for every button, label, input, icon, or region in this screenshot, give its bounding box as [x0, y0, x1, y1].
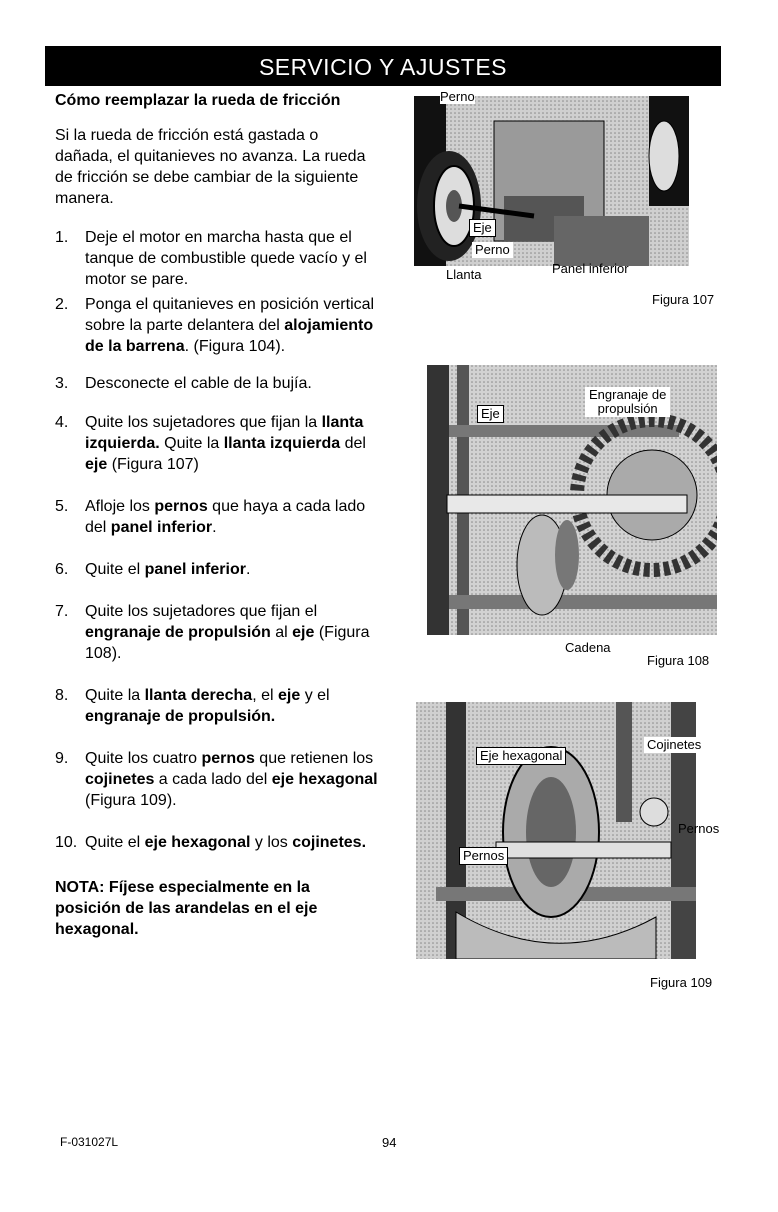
fig109-pernos-left-label: Pernos	[459, 847, 508, 865]
fig108-engranaje-label	[585, 387, 670, 417]
figure-107-illustration	[414, 96, 689, 266]
step-5: 5. Afloje los pernos que haya a cada lado del panel inferior.	[55, 498, 366, 536]
note: NOTA: Fíjese especialmente en la posición de las arandelas en el eje hexagonal.	[55, 879, 318, 938]
fig107-llanta-label: Llanta	[446, 267, 482, 282]
step-7: 7. Quite los sujetadores que fijan el engranaje de propulsión al eje (Figura 108).	[55, 603, 370, 662]
figure-109	[416, 702, 702, 959]
footer-code: F-031027L	[60, 1135, 119, 1149]
fig108-cadena-label: Cadena	[565, 640, 611, 655]
step-2: 2. Ponga el quitanieves en posición vertical sobre la parte delantera del alojamiento de la barrena. (Figura 104).	[55, 296, 375, 355]
fig109-cojinetes-label: Cojinetes	[644, 737, 704, 753]
fig107-perno-top-label: Perno	[440, 89, 475, 104]
fig109-caption: Figura 109	[650, 975, 713, 990]
figure-108	[427, 365, 717, 635]
fig109-eje-hex-label: Eje hexagonal	[476, 747, 566, 765]
instructions-column	[55, 90, 380, 940]
step-9: 9. Quite los cuatro pernos que retienen los cojinetes a cada lado del eje hexagonal (Figura 109).	[55, 750, 378, 809]
intro-paragraph: Si la rueda de fricción está gastada o dañada, el quitanieves no avanza. La rueda de fricción se debe cambiar de la siguiente manera.	[55, 127, 366, 207]
fig107-perno-bottom-label: Perno	[472, 242, 513, 258]
page-number: 94	[382, 1135, 397, 1150]
fig108-engranaje-line2: propulsión	[597, 401, 658, 416]
step-6: 6. Quite el panel inferior.	[55, 561, 251, 578]
fig108-eje-label: Eje	[477, 405, 504, 423]
section-banner: SERVICIO Y AJUSTES	[45, 46, 721, 86]
fig109-pernos-right-label: Pernos	[678, 821, 720, 836]
step-8: 8. Quite la llanta derecha, el eje y el engranaje de propulsión.	[55, 687, 330, 725]
figure-108-illustration	[427, 365, 717, 635]
step-1: 1. Deje el motor en marcha hasta que el tanque de combustible quede vacío y el motor se pare.	[55, 229, 367, 288]
fig108-caption: Figura 108	[647, 653, 710, 668]
fig107-caption: Figura 107	[652, 292, 715, 307]
fig107-eje-label: Eje	[469, 219, 496, 237]
figure-107	[414, 89, 689, 266]
section-heading: Cómo reemplazar la rueda de fricción	[55, 92, 341, 109]
fig107-panel-label: Panel inferior	[552, 261, 629, 276]
step-3: 3. Desconecte el cable de la bujía.	[55, 375, 312, 392]
step-4: 4. Quite los sujetadores que fijan la llanta izquierda. Quite la llanta izquierda del eje (Figura 107)	[55, 414, 366, 473]
fig108-engranaje-line1: Engranaje de	[589, 387, 667, 402]
step-10: 10. Quite el eje hexagonal y los cojinetes.	[55, 834, 367, 851]
